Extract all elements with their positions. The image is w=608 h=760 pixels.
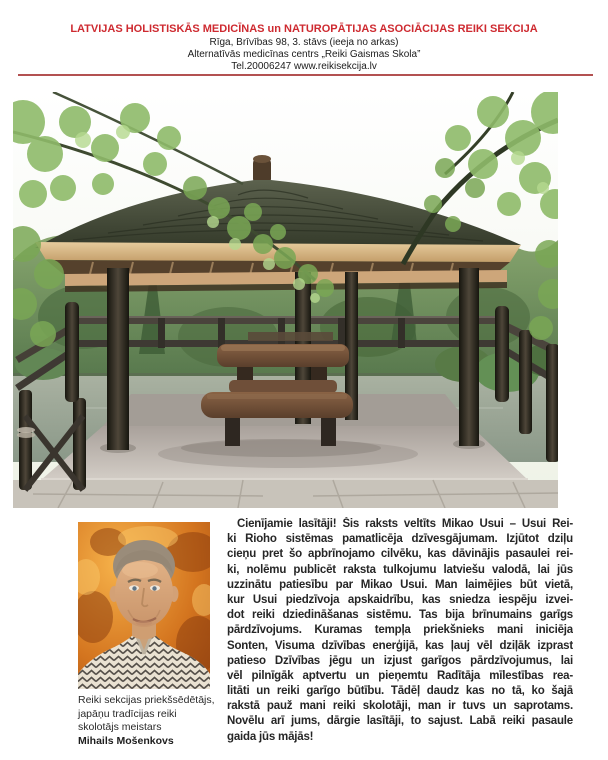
article-line: Cienījamie lasītāji! Šis raksts veltīts Mikao Usui – Usui Rei- [237, 518, 573, 530]
article-line: cieņu pret šo apbrīnojamo cilvēku, kas dāvinājis pasaulei rei- [227, 548, 573, 561]
article-line: ki Rioho sistēmas pamatlicēja dzīvesgājumam. Izjūtot dziļu [227, 533, 573, 546]
portrait-caption [78, 694, 248, 748]
article-line: litāti un reiki garīgo būtību. Tādēļ daudz kas no tā, ko šajā [227, 685, 573, 698]
address-line-2: Alternatīvās medicīnas centrs „Reiki Gaismas Skola” [187, 49, 421, 60]
caption-line: japāņu tradīcijas reiki [78, 707, 177, 720]
caption-line: Reiki sekcijas priekšsēdētājs, [78, 694, 215, 706]
header-divider [18, 74, 593, 76]
article-line: rakstā pauž mani reiki skolotāji, man ir tuvs un saprotams. [227, 700, 573, 713]
article-line: vēl pilnīgāk aptvertu un pieņemtu Radītāja mīlestības rea- [227, 669, 573, 682]
garden-photo [13, 92, 558, 508]
portrait-photo [78, 522, 210, 689]
article-line: uzzinātu patiesību par Mikao Usui. Man laimējies būt vietā, [227, 578, 573, 591]
article-line: Sonten, Visuma dzīvības enerģijā, kas ļauj vēl dziļāk izprast [227, 639, 573, 652]
article-line: ki, nolēmu publicēt raksta tulkojumu latviešu valodā, lai jūs [227, 563, 573, 576]
article-line: gaida jūs mājās! [227, 730, 314, 743]
caption-name: Mihails Mošenkovs [78, 734, 174, 747]
page-title: LATVIJAS HOLISTISKĀS MEDICĪNAS un NATUROPĀTIJAS ASOCIĀCIJAS REIKI SEKCIJA [70, 23, 538, 35]
article-line: pārdzīvojums. Kuramas tempļa priekšnieks mani iniciēja [227, 624, 573, 637]
caption-line: skolotājs meistars [78, 721, 162, 733]
article-line: kur Usui piedzīvoja apskaidrību, kas sniedza iespēju izvei- [227, 593, 573, 606]
address-line-1: Rīga, Brīvības 98, 3. stāvs (ieeja no arkas) [209, 37, 399, 48]
article-text [227, 517, 573, 745]
address-line-3: Tel.20006247 www.reikisekcija.lv [231, 61, 377, 72]
article-line: Novēlu arī jums, dārgie lasītāji, to sajust. Labā reiki pasaule [227, 715, 573, 728]
article-line: patieso Dzīvības jēgu un izjust garīgos pārdzīvojumus, lai [227, 654, 573, 667]
article-line: dot reiki dziedināšanas sistēmu. Tas bija brīnumains garīgs [227, 609, 573, 622]
